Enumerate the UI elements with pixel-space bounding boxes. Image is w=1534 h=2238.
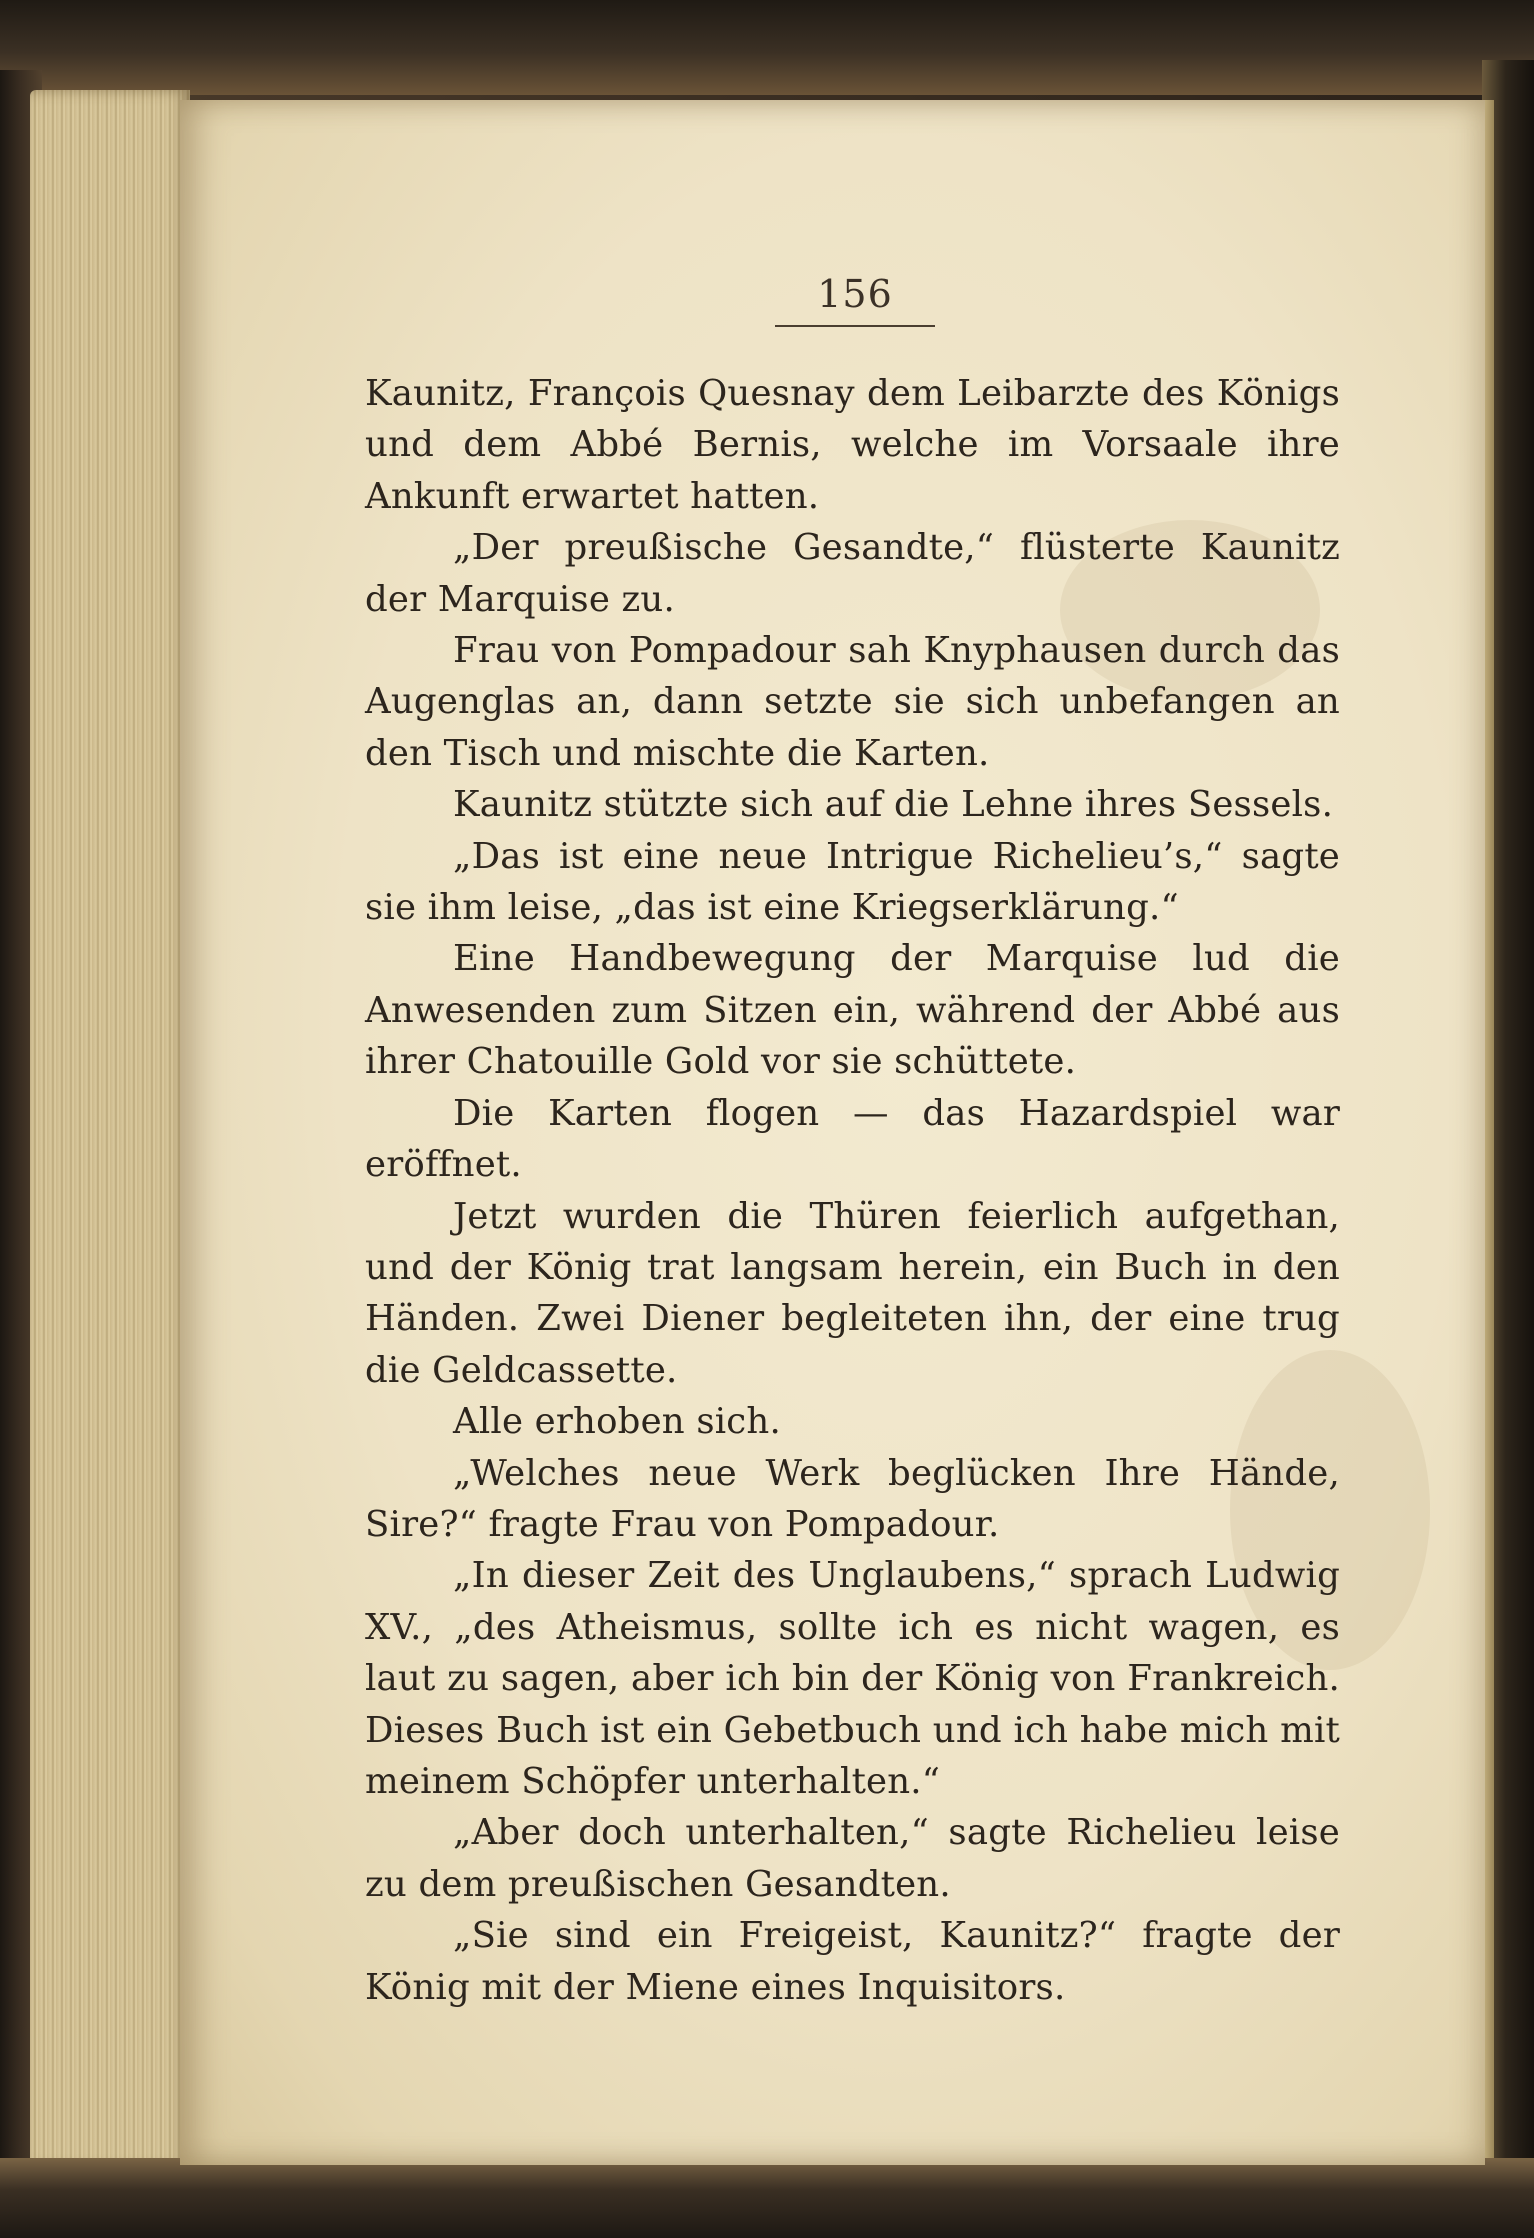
paragraph: „Sie sind ein Freigeist, Kaunitz?“ fragte der König mit der Miene eines Inquisitors. (365, 1915, 1340, 2008)
page-edges-stack (30, 90, 190, 2170)
paragraph: „Das ist eine neue Intrigue Richelieu’s,“ sagte sie ihm leise, „das ist eine Kriegserklärung.“ (365, 835, 1340, 929)
paragraph: „Der preußische Gesandte,“ flüsterte Kaunitz der Marquise zu. (365, 527, 1340, 620)
paragraph: „Aber doch unterhalten,“ sagte Richelieu leise zu dem preußischen Gesandten. (365, 1812, 1340, 1905)
book-bottom-edge (0, 2158, 1534, 2238)
paragraph: Alle erhoben sich. (453, 1401, 781, 1443)
paragraph: Frau von Pompadour sah Knyphausen durch das Augenglas an, dann setzte sie sich unbefangen an den Tisch und mischte die Karten. (365, 630, 1340, 774)
paragraph: „In dieser Zeit des Unglaubens,“ sprach Ludwig XV., „des Atheismus, sollte ich es nicht wagen, es laut zu sagen, aber ich bin der König von Frankreich. Dieses Buch ist ein Gebetbuch und ich habe mich mit meinem Schöpfer unterhalten.“ (365, 1555, 1340, 1802)
paragraph: Eine Handbewegung der Marquise lud die Anwesenden zum Sitzen ein, während der Abbé aus ihrer Chatouille Gold vor sie schüttete. (365, 938, 1340, 1083)
page-text (365, 368, 1340, 2013)
paragraph: Kaunitz, François Quesnay dem Leibarzte des Königs und dem Abbé Bernis, welche im Vorsaale ihre Ankunft erwartet hatten. (365, 373, 1340, 517)
paragraph: Die Karten flogen — das Hazardspiel war eröffnet. (365, 1092, 1340, 1186)
page-number: 156 (817, 272, 893, 316)
book-top-edge (0, 0, 1534, 95)
paragraph: Kaunitz stützte sich auf die Lehne ihres Sessels. (453, 784, 1334, 826)
page-number-rule (775, 325, 935, 327)
paragraph: „Welches neue Werk beglücken Ihre Hände, Sire?“ fragte Frau von Pompadour. (365, 1452, 1340, 1545)
paragraph: Jetzt wurden die Thüren feierlich aufgethan, und der König trat langsam herein, ein Buch in den Händen. Zwei Diener begleiteten ihn, der eine trug die Geldcassette. (365, 1195, 1340, 1391)
